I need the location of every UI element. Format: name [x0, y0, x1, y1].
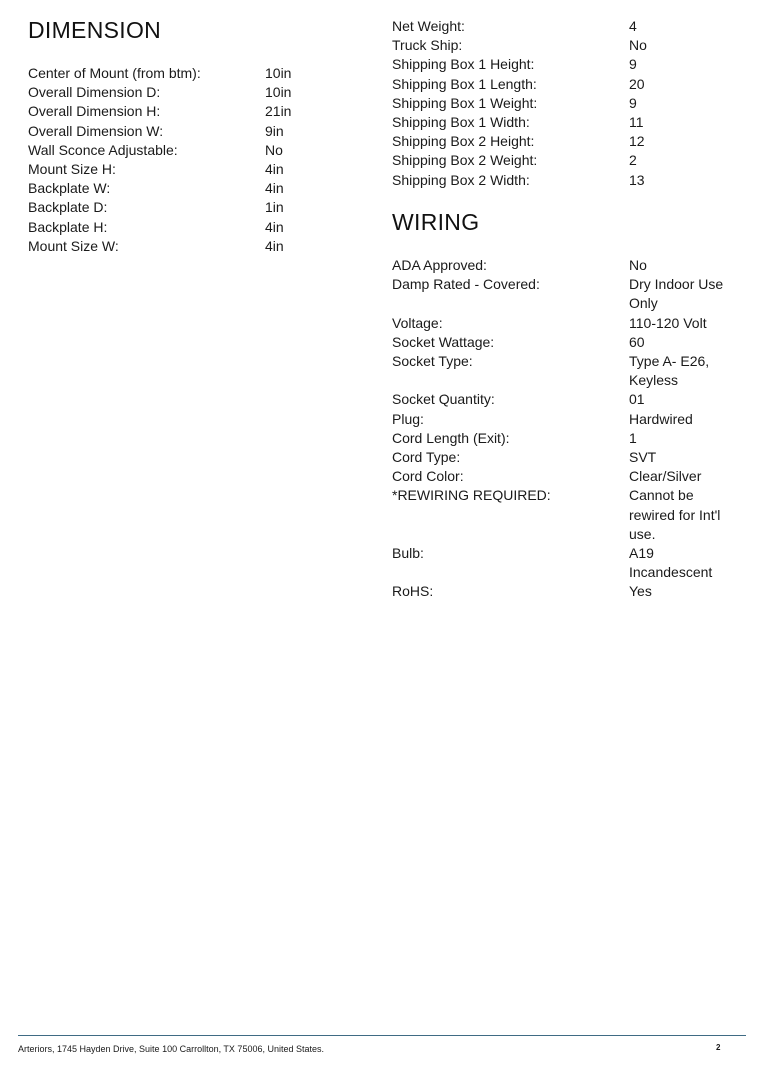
- spec-value: 21in: [265, 103, 292, 120]
- spec-value: 4in: [265, 237, 284, 254]
- dimension-heading: DIMENSION: [28, 17, 162, 43]
- spec-row: [392, 132, 742, 151]
- spec-label: Mount Size H:: [28, 161, 116, 178]
- spec-row: [392, 467, 742, 486]
- spec-value: 4: [629, 18, 637, 34]
- spec-value: Hardwired: [629, 410, 693, 427]
- spec-label: Damp Rated - Covered:: [392, 276, 540, 293]
- spec-label: Truck Ship:: [392, 37, 463, 54]
- spec-row: [28, 102, 348, 121]
- spec-value: No: [265, 141, 283, 158]
- spec-row: [392, 55, 742, 74]
- spec-label: *REWIRING REQUIRED:: [392, 487, 551, 504]
- spec-row: [392, 582, 742, 601]
- spec-value: 9: [629, 56, 637, 73]
- spec-label: Overall Dimension H:: [28, 103, 161, 120]
- spec-value: Dry Indoor Use Only: [629, 276, 724, 312]
- spec-value: 4in: [265, 218, 284, 235]
- spec-label: RoHS:: [392, 583, 434, 600]
- spec-row: [28, 160, 348, 179]
- wiring-heading: WIRING: [392, 209, 480, 235]
- spec-label: Shipping Box 1 Weight:: [392, 94, 538, 111]
- spec-row: [28, 237, 348, 256]
- spec-label: Socket Quantity:: [392, 391, 495, 408]
- spec-label: ADA Approved:: [392, 257, 487, 273]
- spec-row: [28, 179, 348, 198]
- spec-row: [392, 390, 742, 409]
- spec-label: Cord Color:: [392, 468, 464, 485]
- spec-value: Type A- E26, Keyless: [629, 353, 710, 389]
- spec-value: 9: [629, 94, 637, 111]
- dimension-spec-list: [28, 64, 348, 256]
- spec-row: [392, 75, 742, 94]
- wiring-spec-list: [392, 256, 742, 602]
- spec-label: Backplate W:: [28, 180, 111, 197]
- footer-divider: [18, 1035, 746, 1036]
- spec-row: [28, 218, 348, 237]
- spec-value: No: [629, 257, 647, 273]
- spec-row: [28, 122, 348, 141]
- spec-label: Voltage:: [392, 314, 443, 331]
- spec-row: [392, 256, 742, 275]
- spec-value: 1: [629, 429, 637, 446]
- spec-label: Cord Type:: [392, 449, 461, 466]
- spec-label: Cord Length (Exit):: [392, 429, 510, 446]
- spec-label: Mount Size W:: [28, 237, 119, 254]
- spec-value: SVT: [629, 449, 657, 466]
- spec-value: 12: [629, 133, 645, 150]
- spec-row: [392, 314, 742, 333]
- spec-value: 13: [629, 171, 645, 188]
- spec-value: Clear/Silver: [629, 468, 702, 485]
- spec-value: 11: [629, 114, 644, 131]
- footer-address: Arteriors, 1745 Hayden Drive, Suite 100 Carrollton, TX 75006, United States.: [18, 1044, 324, 1054]
- spec-label: Shipping Box 1 Height:: [392, 56, 535, 73]
- page-number: 2: [716, 1043, 721, 1052]
- spec-label: Socket Type:: [392, 353, 473, 370]
- spec-value: No: [629, 37, 647, 54]
- spec-row: [392, 352, 742, 390]
- spec-label: Backplate D:: [28, 199, 108, 216]
- spec-row: [392, 429, 742, 448]
- spec-row: [392, 275, 742, 313]
- spec-value: A19 Incandescent: [629, 545, 713, 581]
- spec-label: Backplate H:: [28, 218, 108, 235]
- spec-label: Overall Dimension W:: [28, 122, 164, 139]
- spec-row: [392, 17, 742, 36]
- spec-label: Bulb:: [392, 545, 424, 562]
- spec-value: 2: [629, 152, 637, 169]
- spec-value: 4in: [265, 161, 284, 178]
- spec-label: Shipping Box 1 Length:: [392, 75, 537, 92]
- spec-value: 20: [629, 75, 645, 92]
- spec-row: [392, 410, 742, 429]
- spec-label: Socket Wattage:: [392, 333, 495, 350]
- spec-label: Wall Sconce Adjustable:: [28, 141, 178, 158]
- spec-row: [392, 486, 742, 544]
- spec-value: Cannot be rewired for Int'l use.: [629, 487, 721, 542]
- spec-row: [28, 198, 348, 217]
- spec-row: [392, 36, 742, 55]
- spec-value: 10in: [265, 65, 292, 81]
- spec-label: Net Weight:: [392, 18, 465, 34]
- spec-row: [28, 83, 348, 102]
- spec-row: [392, 544, 742, 582]
- spec-value: 01: [629, 391, 645, 408]
- spec-value: 4in: [265, 180, 284, 197]
- spec-label: Plug:: [392, 410, 424, 427]
- spec-row: [28, 64, 348, 83]
- spec-label: Shipping Box 1 Width:: [392, 114, 530, 131]
- spec-row: [392, 151, 742, 170]
- spec-value: 10in: [265, 84, 292, 101]
- spec-label: Overall Dimension D:: [28, 84, 161, 101]
- spec-value: Yes: [629, 583, 652, 600]
- spec-label: Shipping Box 2 Weight:: [392, 152, 538, 169]
- spec-row: [392, 94, 742, 113]
- spec-row: [392, 171, 742, 190]
- spec-value: 60: [629, 333, 645, 350]
- spec-label: Shipping Box 2 Width:: [392, 171, 530, 188]
- spec-row: [392, 448, 742, 467]
- spec-label: Shipping Box 2 Height:: [392, 133, 535, 150]
- spec-row: [28, 141, 348, 160]
- spec-row: [392, 113, 742, 132]
- spec-value: 9in: [265, 122, 284, 139]
- spec-value: 1in: [265, 199, 284, 216]
- spec-row: [392, 333, 742, 352]
- spec-value: 110-120 Volt: [629, 314, 707, 331]
- spec-label: Center of Mount (from btm):: [28, 65, 201, 81]
- shipping-spec-list: [392, 17, 742, 190]
